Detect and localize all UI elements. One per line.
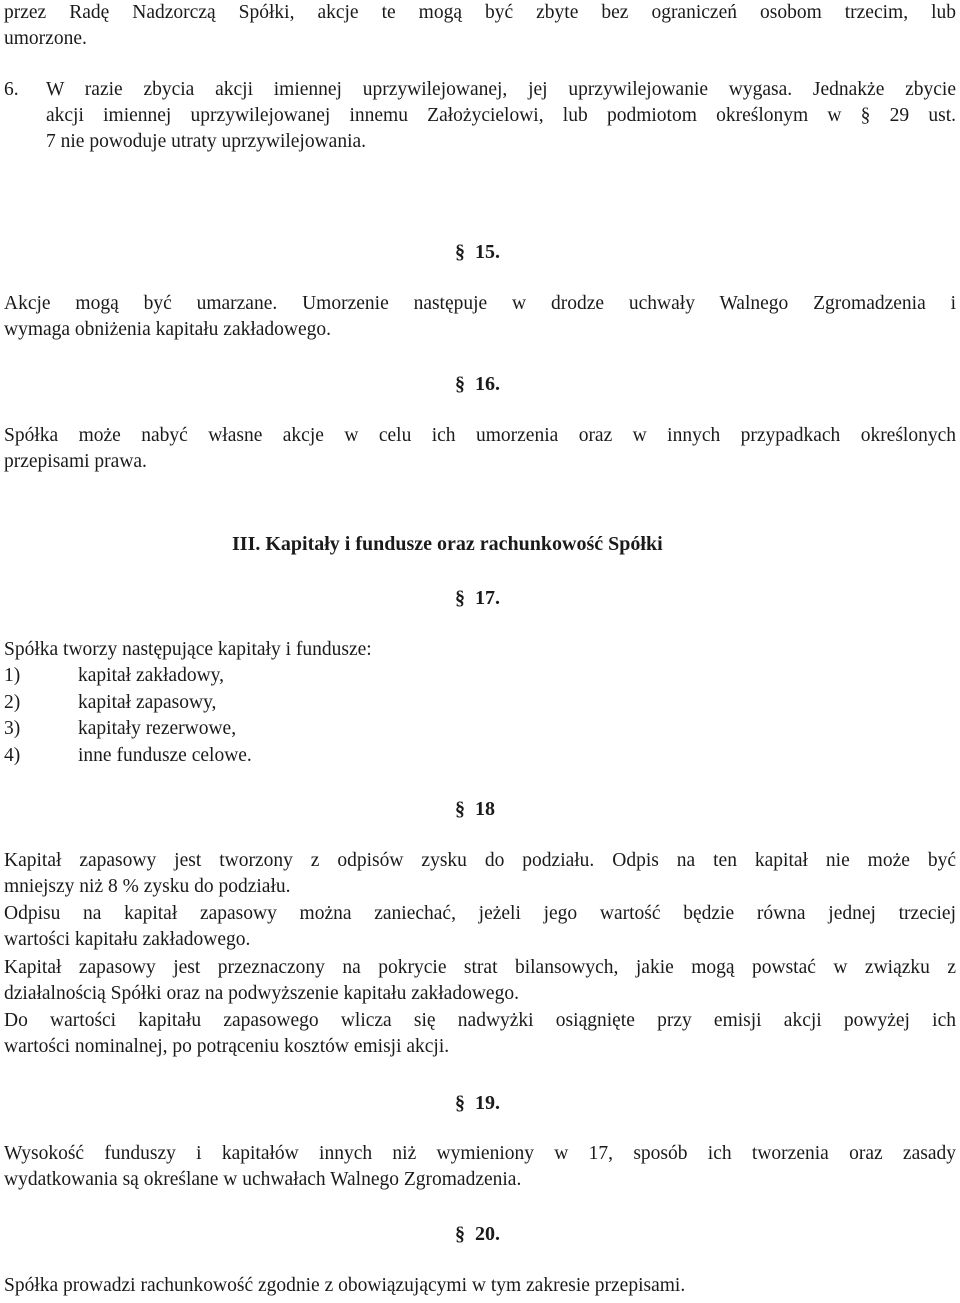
section-number: 17. xyxy=(475,587,500,609)
paragraph-19 xyxy=(4,1141,956,1193)
section-number: 15. xyxy=(475,241,500,263)
text-line: wartości nominalnej, po potrąceniu kosztów emisji akcji. xyxy=(4,1036,450,1057)
section-symbol: § xyxy=(455,373,465,395)
point-number: 6. xyxy=(4,79,19,100)
section-heading-17 xyxy=(455,585,500,611)
section-symbol: § xyxy=(455,241,465,263)
list-number: 3) xyxy=(4,718,21,739)
section-heading-15 xyxy=(455,239,500,265)
paragraph-16 xyxy=(4,423,956,475)
numbered-point-6 xyxy=(4,77,956,155)
list-text: kapitał zakładowy, xyxy=(78,665,225,686)
paragraph-18-d xyxy=(4,1008,956,1060)
chapter-title: III. Kapitały i fundusze oraz rachunkowość Spółki xyxy=(232,533,663,555)
text-line: wydatkowania są określane w uchwałach Walnego Zgromadzenia. xyxy=(4,1169,522,1190)
text-line: Wysokość funduszy i kapitałów innych niż wymieniony w 17, sposób ich tworzenia oraz zasady xyxy=(4,1143,956,1164)
section-symbol: § xyxy=(455,587,465,609)
section-symbol: § xyxy=(455,1092,465,1114)
paragraph-18-a xyxy=(4,848,956,900)
section-number: 18 xyxy=(475,798,495,820)
section-heading-16 xyxy=(455,371,500,397)
list-text: inne fundusze celowe. xyxy=(78,744,252,766)
section-heading-20 xyxy=(455,1221,500,1247)
text-line: Do wartości kapitału zapasowego wlicza się nadwyżki osiągnięte przy emisji akcji powyżej ich xyxy=(4,1010,956,1031)
text-line: wartości kapitału zakładowego. xyxy=(4,929,251,950)
text-line: Kapitał zapasowy jest tworzony z odpisów zysku do podziału. Odpis na ten kapitał nie może być xyxy=(4,850,956,871)
text-line: 7 nie powoduje utraty uprzywilejowania. xyxy=(46,131,367,152)
section-number: 19. xyxy=(475,1092,500,1114)
paragraph-18-b xyxy=(4,901,956,953)
text-line: Spółka może nabyć własne akcje w celu ich umorzenia oraz w innych przypadkach określonych xyxy=(4,425,956,446)
text-line: mniejszy niż 8 % zysku do podziału. xyxy=(4,876,291,897)
list-number: 2) xyxy=(4,691,21,713)
text-line: umorzone. xyxy=(4,28,87,49)
text-line: akcji imiennej uprzywilejowanej innemu Założycielowi, lub podmiotom określonym w § 29 ust. xyxy=(46,105,956,126)
section-number: 20. xyxy=(475,1223,500,1245)
text-line: wymaga obniżenia kapitału zakładowego. xyxy=(4,319,332,340)
list-number: 4) xyxy=(4,744,21,766)
section-symbol: § xyxy=(455,798,465,820)
section-heading-18 xyxy=(455,796,495,822)
section-heading-19 xyxy=(455,1090,500,1116)
text-line: Odpisu na kapitał zapasowy można zaniechać, jeżeli jego wartość będzie równa jednej trzeciej xyxy=(4,903,956,924)
text-line: działalnością Spółki oraz na podwyższenie kapitału zakładowego. xyxy=(4,983,519,1004)
paragraph-15 xyxy=(4,291,956,343)
text-line: przez Radę Nadzorczą Spółki, akcje te mogą być zbyte bez ograniczeń osobom trzecim, lub xyxy=(4,2,956,23)
text-line: Kapitał zapasowy jest przeznaczony na pokrycie strat bilansowych, jakie mogą powstać w związku z xyxy=(4,957,956,978)
section-number: 16. xyxy=(475,373,500,395)
list-intro: Spółka tworzy następujące kapitały i fundusze: xyxy=(4,639,372,660)
text-line: W razie zbycia akcji imiennej uprzywilejowanej, jej uprzywilejowanie wygasa. Jednakże zbycie xyxy=(46,79,956,100)
paragraph-18-c xyxy=(4,955,956,1007)
text-line: Spółka prowadzi rachunkowość zgodnie z obowiązującymi w tym zakresie przepisami. xyxy=(4,1275,686,1296)
list-text: kapitały rezerwowe, xyxy=(78,718,237,739)
section-symbol: § xyxy=(455,1223,465,1245)
text-line: Akcje mogą być umarzane. Umorzenie następuje w drodze uchwały Walnego Zgromadzenia i xyxy=(4,293,956,314)
list-number: 1) xyxy=(4,665,21,686)
paragraph-20 xyxy=(4,1273,956,1299)
paragraph-continuation xyxy=(4,0,956,52)
text-line: przepisami prawa. xyxy=(4,451,147,472)
list-text: kapitał zapasowy, xyxy=(78,691,217,713)
